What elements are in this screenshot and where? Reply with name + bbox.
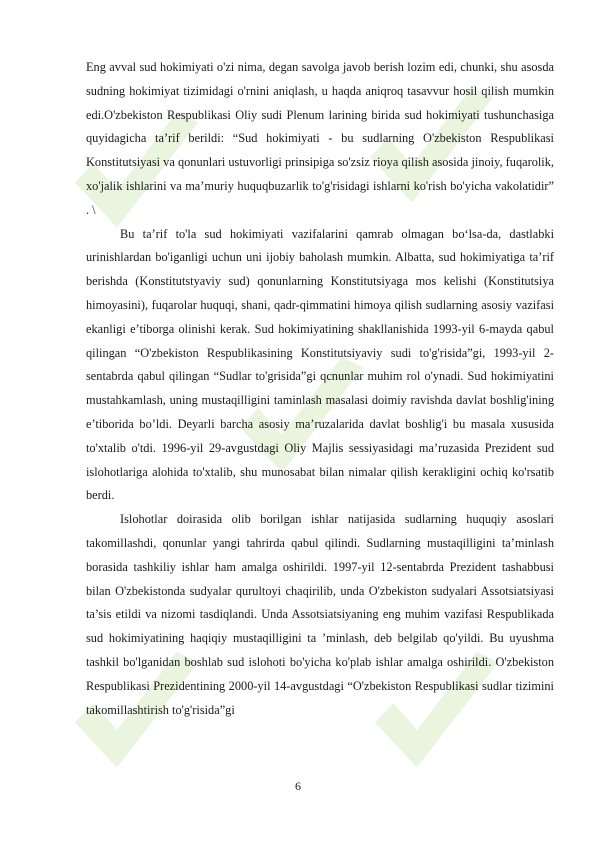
paragraph: Islohotlar doirasida olib borilgan ishlar natijasida sudlarning huquqiy asoslari takomillashdi, qonunlar yangi tahrirda qabul qilindi. Sudlarning mustaqilligini ta’minlash borasida tashkiliy ishlar ham amalga oshirildi. 1997-yil 12-sentabrda Prezident tashabbusi bilan O'zbekistonda sudyalar qurultoyi chaqirilib, unda O'zbekiston sudyalari Assotsiatsiyasi ta’sis etildi va nizomi tasdiqlandi. Unda Assotsiatsiyaning eng muhim vazifasi Respublikada sud hokimiyatining haqiqiy mustaqilligini ta ’minlash, deb belgilab qo'yildi. Bu uyushma tashkil bo'lganidan boshlab sud islohoti bo'yicha ko'plab ishlar amalga oshirildi. O'zbekiston Respublikasi Prezidentining 2000-yil 14-avgustdagi “O'zbekiston Respublikasi sudlar tizimini takomillashtirish to'g'risida”gi (86, 512, 554, 717)
paragraph: Bu ta’rif to'la sud hokimiyati vazifalarini qamrab olmagan bo‘lsa-da, dastlabki urinishlardan bo'iganligi uchun uni ijobiy baholash mumkin. Albatta, sud hokimiyatiga ta’rif berishda (Konstitutstyaviy sud) qonunlarning Konstitutsiyaga mos kelishi (Konstitutsiya himoyasini), fuqarolar huquqi, shani, qadr-qimmatini himoya qilish sudlarning asosiy vazifasi ekanligi e’tiborga olinishi kerak. Sud hokimiyatining shakllanishida 1993-yil 6-mayda qabul qilingan “O'zbekiston Respublikasining Konstitutsiyaviy sudi to'g'risida”gi, 1993-yil 2-sentabrda qabul qilingan “Sudlar to'grisida”gi qcnunlar muhim rol o'ynadi. Sud hokimiyatini mustahkamlash, uning mustaqilligini taminlash masalasi doimiy ravishda davlat boshlig'ining e’tiborida bo’ldi. Deyarli barcha asosiy ma’ruzalarida davlat boshlig'i bu masala xususida to'xtalib o'tdi. 1996-yil 29-avgustdagi Oliy Majlis sessiyasidagi ma’ruzasida Prezident sud islohotlariga alohida to'xtalib, shu munosabat bilan nimalar qilish kerakligini ochiq ko'rsatib berdi. (86, 226, 554, 503)
body-text (86, 56, 554, 722)
paragraph: Eng avval sud hokimiyati o'zi nima, degan savolga javob berish lozim edi, chunki, shu asosda sudning hokimiyat tizimidagi o'rnini aniqlash, u haqda aniqroq tasavvur hosil qilish mumkin edi.O'zbekiston Respublikasi Oliy sudi Plenum larining birida sud hokimiyati tushunchasiga quyidagicha ta’rif berildi: “Sud hokimiyati - bu sudlarning O'zbekiston Respublikasi Konstitutsiyasi va qonunlari ustuvorligi prinsipiga so'zsiz rioya qilish asosida jinoiy, fuqarolik, xo'jalik ishlarini va ma’muriy huquqbuzarlik to'g'risidagi ishlarni ko'rish bo'yicha vakolatidir” . \ (86, 60, 554, 217)
page-number: 6 (295, 779, 301, 793)
